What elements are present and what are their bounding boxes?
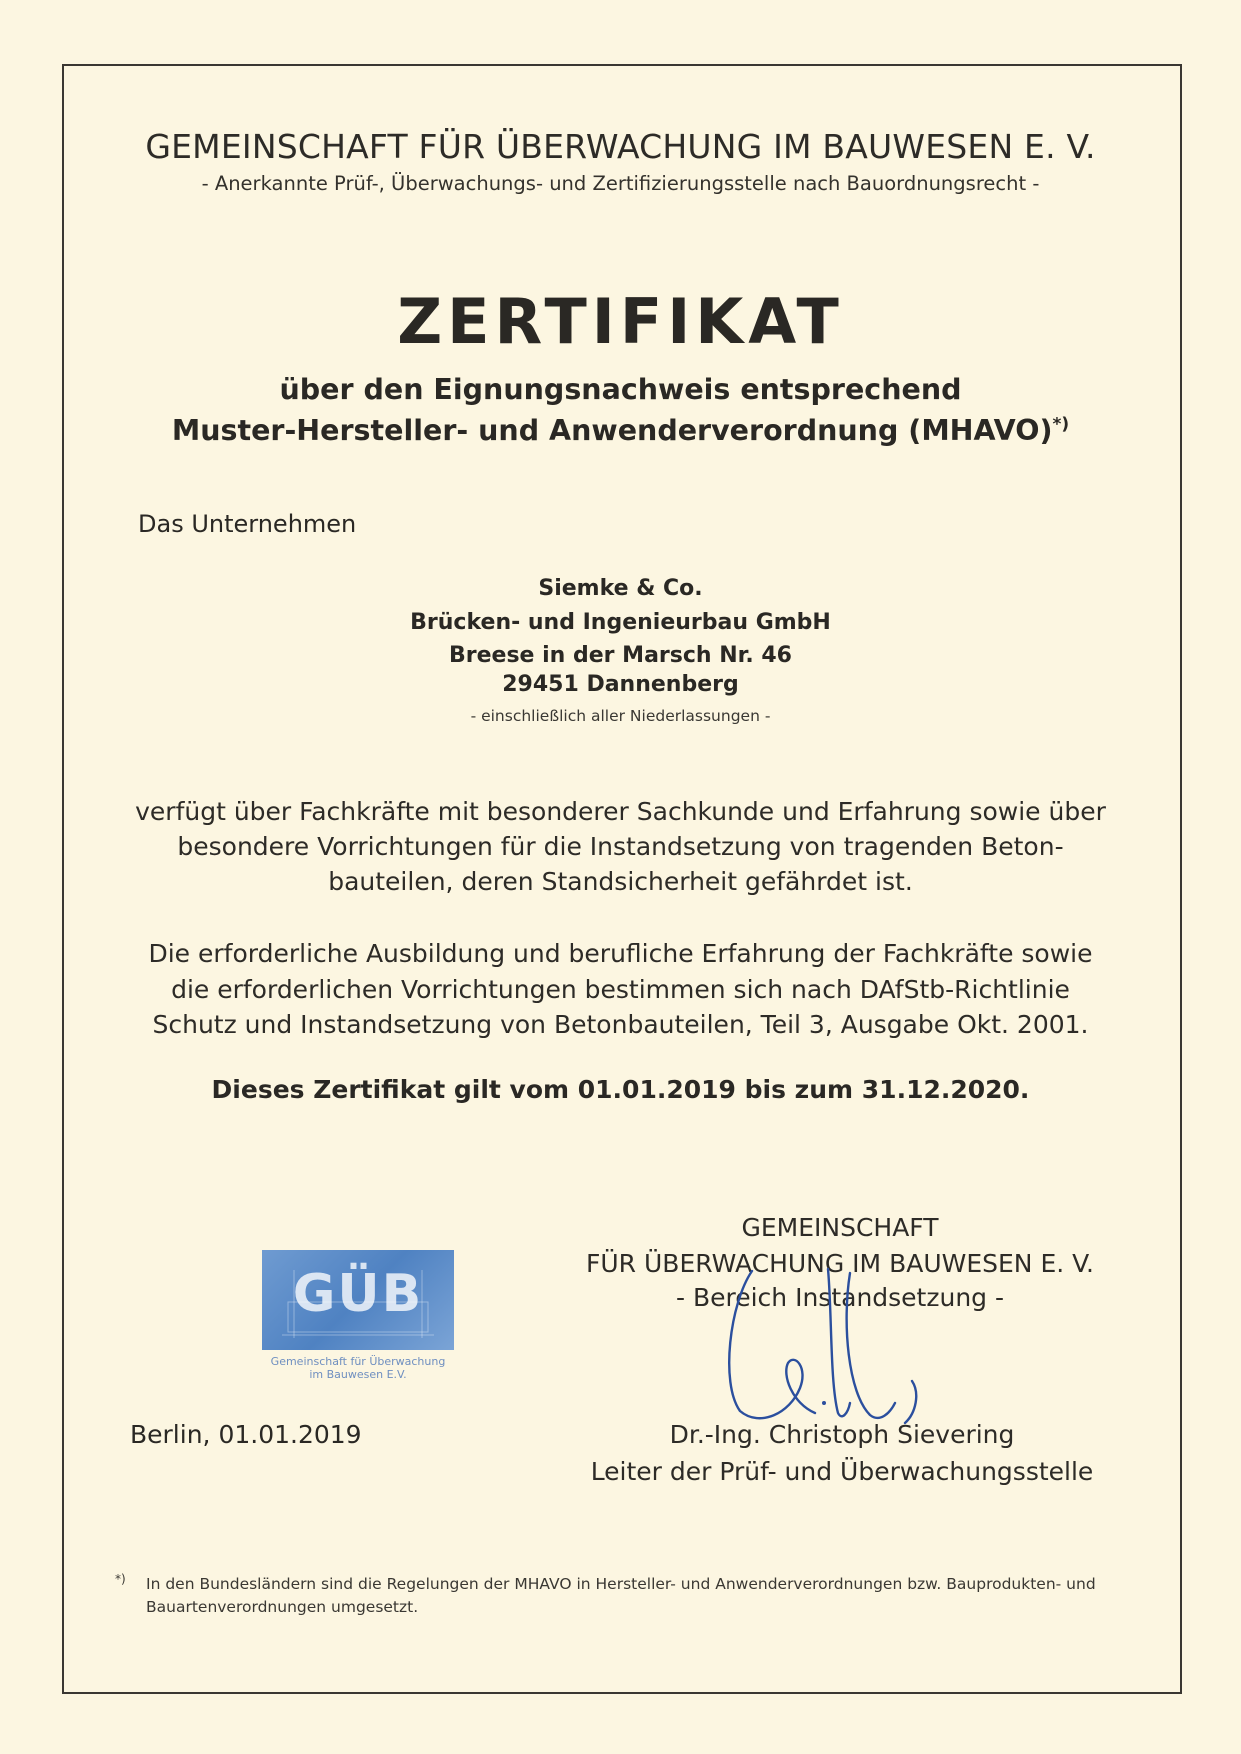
footnote-reference: *) [1052, 414, 1070, 435]
company-branches-note: - einschließlich aller Niederlassungen - [470, 707, 771, 725]
logo-caption-line1: Gemeinschaft für Überwachung [270, 1355, 446, 1368]
logo-caption-line2: im Bauwesen E.V. [309, 1368, 407, 1381]
organization-title: GEMEINSCHAFT FÜR ÜBERWACHUNG IM BAUWESEN E. V. [145, 127, 1096, 166]
footnote-text: In den Bundesländern sind die Regelungen der MHAVO in Hersteller- und Anwenderverordnungen bzw. Bauprodukten- und Bauartenverordnungen umgesetzt. [146, 1575, 1096, 1616]
organization-subtitle: - Anerkannte Prüf-, Überwachungs- und Zertifizierungsstelle nach Bauordnungsrecht - [201, 172, 1040, 195]
place-and-date: Berlin, 01.01.2019 [130, 1420, 362, 1449]
company-name: Siemke & Co. [538, 576, 703, 601]
gub-logo [262, 1250, 454, 1350]
certificate-subtitle-line2-text: Muster-Hersteller- und Anwenderverordnung (MHAVO) [171, 414, 1053, 447]
certificate-subtitle-line1: über den Eignungsnachweis entsprechend [279, 373, 962, 406]
footnote-mark: *) [115, 1572, 126, 1586]
signatory-org-line2: FÜR ÜBERWACHUNG IM BAUWESEN E. V. [586, 1249, 1094, 1278]
paragraph1-line: verfügt über Fachkräfte mit besonderer Sachkunde und Erfahrung sowie über [135, 797, 1106, 826]
paragraph1-line: besondere Vorrichtungen für die Instandsetzung von tragenden Beton- [177, 832, 1064, 861]
certificate-title: ZERTIFIKAT [397, 285, 844, 358]
logo-text: GÜB [292, 1264, 424, 1324]
signatory-role: Leiter der Prüf- und Überwachungsstelle [590, 1457, 1094, 1486]
signatory-name: Dr.-Ing. Christoph Sievering [669, 1420, 1015, 1449]
company-city: 29451 Dannenberg [502, 672, 739, 697]
company-legal-name: Brücken- und Ingenieurbau GmbH [410, 610, 831, 635]
signatory-org-line1: GEMEINSCHAFT [741, 1213, 939, 1242]
paragraph2-line: die erforderlichen Vorrichtungen bestimmen sich nach DAfStb-Richtlinie [171, 975, 1070, 1004]
intro-text: Das Unternehmen [138, 510, 357, 538]
paragraph2-line: Schutz und Instandsetzung von Betonbauteilen, Teil 3, Ausgabe Okt. 2001. [152, 1010, 1089, 1039]
paragraph1-line: bauteilen, deren Standsicherheit gefährdet ist. [328, 867, 913, 896]
company-street: Breese in der Marsch Nr. 46 [449, 643, 792, 668]
handwritten-signature [720, 1263, 940, 1428]
certificate-subtitle-line2 [0, 414, 1241, 447]
signatory-department: - Bereich Instandsetzung - [675, 1283, 1005, 1312]
paragraph2-line: Die erforderliche Ausbildung und berufliche Erfahrung der Fachkräfte sowie [148, 939, 1093, 968]
validity-statement: Dieses Zertifikat gilt vom 01.01.2019 bis zum 31.12.2020. [211, 1075, 1030, 1104]
